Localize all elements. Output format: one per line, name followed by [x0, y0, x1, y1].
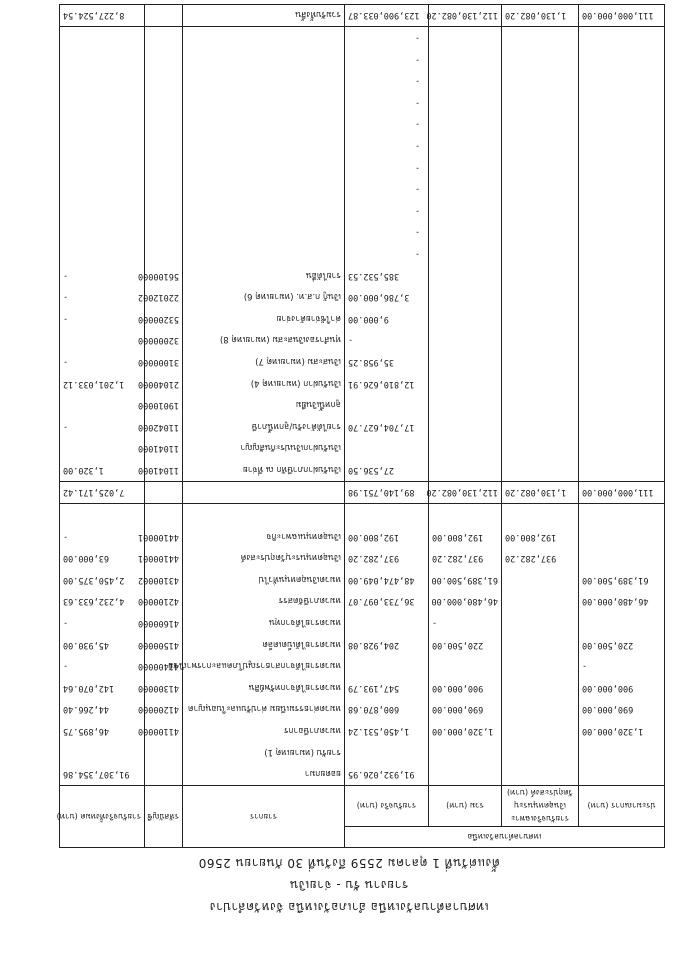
income-row	[59, 526, 664, 548]
blank-cell	[429, 459, 502, 481]
item-cell: ทุนสำรองเงินสะสม (หมายเหตุ 8)	[182, 330, 344, 352]
actual-cell: 27,536.50	[344, 459, 428, 481]
blank-cell	[429, 200, 502, 222]
blank-cell	[429, 265, 502, 287]
filler-row	[59, 178, 664, 200]
other-receipt-row	[59, 330, 664, 352]
estimate-cell: 1,320,000.00	[579, 720, 665, 742]
specific-income-cell: 192,800.00	[502, 526, 579, 548]
blank-cell	[502, 114, 579, 136]
blank-cell	[182, 481, 344, 504]
account-code-cell: 43100002	[144, 569, 182, 591]
filler-row	[59, 135, 664, 157]
blank-row	[59, 504, 664, 526]
account-code-cell: 32000000	[144, 330, 182, 352]
grand-total-cumulative: 8,227,524.54	[59, 4, 144, 27]
blank-cell	[502, 243, 579, 265]
blank-cell	[579, 49, 665, 71]
item-cell: เงินรับฝาก (หมายเหตุ 4)	[182, 373, 344, 395]
blank-cell	[59, 27, 144, 49]
opening-row	[59, 763, 664, 785]
filler-row	[59, 49, 664, 71]
actual-cell: 3,786,000.00	[344, 286, 428, 308]
other-receipt-row	[59, 351, 664, 373]
blank-cell	[182, 92, 344, 114]
income-row	[59, 634, 664, 656]
estimate-cell: -	[579, 655, 665, 677]
document-subtitle: รายงาน รับ - จ่ายเงิน	[289, 878, 409, 892]
account-code-cell: 56100000	[144, 265, 182, 287]
blank-cell	[144, 114, 182, 136]
blank-cell	[579, 135, 665, 157]
blank-cell	[182, 114, 344, 136]
dash-cell: -	[344, 70, 428, 92]
cumulative-cell: -	[59, 612, 144, 634]
blank-cell	[579, 178, 665, 200]
actual-cell: 17,704,627.70	[344, 416, 428, 438]
cumulative-cell: -	[59, 416, 144, 438]
account-code-cell: 11041000	[144, 438, 182, 460]
cumulative-cell: 63,000.00	[59, 547, 144, 569]
document-period: ตั้งแต่วันที่ 1 ตุลาคม 2559 ถึงวันที่ 30 กันยายน 2560	[198, 856, 500, 870]
cumulative-cell: -	[59, 526, 144, 548]
account-code-cell: 41300000	[144, 677, 182, 699]
filler-row	[59, 92, 664, 114]
total-cell: 690,000.00	[429, 699, 502, 721]
estimate-cell: 690,000.00	[579, 699, 665, 721]
specific-income-cell	[502, 699, 579, 721]
blank-cell	[429, 27, 502, 49]
blank-cell	[59, 135, 144, 157]
blank-cell	[502, 394, 579, 416]
other-receipt-row	[59, 394, 664, 416]
actual-cell: 1,450,531.24	[344, 720, 428, 742]
dash-cell: -	[344, 200, 428, 222]
blank-cell	[182, 178, 344, 200]
dash-cell: -	[344, 135, 428, 157]
blank-cell	[579, 504, 665, 526]
total-cell: 46,480,000.00	[429, 591, 502, 613]
grand-total-row	[59, 4, 664, 27]
specific-income-column-header: รายรับจริงเฉพาะ เงินอุดหนุนระบุวัตถุประสงค์ (บาท)	[502, 786, 579, 827]
blank-cell	[502, 373, 579, 395]
blank-cell	[429, 243, 502, 265]
item-cell: หมวดรายได้เบ็ดเตล็ด	[182, 634, 344, 656]
blank-cell	[429, 92, 502, 114]
dash-cell: -	[344, 92, 428, 114]
income-row	[59, 655, 664, 677]
blank-cell	[502, 438, 579, 460]
income-row	[59, 569, 664, 591]
estimate-column-header: ประมาณการ (บาท)	[579, 786, 665, 827]
cumulative-cell: 46,895.75	[59, 720, 144, 742]
filler-row	[59, 114, 664, 136]
item-cell: เงินอุดหนุนระบุวัตถุประสงค์	[182, 547, 344, 569]
blank-cell	[182, 135, 344, 157]
estimate-cell	[579, 526, 665, 548]
blank-cell	[59, 222, 144, 244]
blank-cell	[144, 243, 182, 265]
blank-cell	[182, 200, 344, 222]
blank-cell	[59, 70, 144, 92]
blank-cell	[144, 135, 182, 157]
account-code-cell: 31000000	[144, 351, 182, 373]
blank-cell	[59, 243, 144, 265]
income-ledger-table	[56, 4, 665, 848]
cumulative-cell: 4,232,633.63	[59, 591, 144, 613]
blank-cell	[429, 330, 502, 352]
total-cell: 937,282.20	[429, 547, 502, 569]
dash-cell: -	[344, 157, 428, 179]
cumulative-cell: 2,450,375.00	[59, 569, 144, 591]
blank-cell	[429, 373, 502, 395]
opening-label: ยอดยกมา	[182, 763, 344, 785]
item-cell: หมวดค่าธรรมเนียม ค่าปรับและใบอนุญาต	[182, 699, 344, 721]
item-cell: รายได้ค้างรับ/ลูกหนี้ภาษี	[182, 416, 344, 438]
actual-cell: 48,474,049.00	[344, 569, 428, 591]
account-code-cell: 41600000	[144, 612, 182, 634]
blank-cell	[182, 27, 344, 49]
item-cell: หมวดรายได้จากทรัพย์สิน	[182, 677, 344, 699]
specific-income-cell: 937,282.20	[502, 547, 579, 569]
item-cell: หมวดภาษีอากร	[182, 720, 344, 742]
blank-cell	[182, 70, 344, 92]
cumulative-cell: -	[59, 351, 144, 373]
cumulative-cell	[59, 330, 144, 352]
blank-cell	[502, 504, 579, 526]
cumulative-cell: -	[59, 265, 144, 287]
actual-cell: 547,193.79	[344, 677, 428, 699]
account-code-cell: 44100001	[144, 547, 182, 569]
item-cell: รายได้อื่น	[182, 265, 344, 287]
item-cell: หมวดภาษีจัดสรร	[182, 591, 344, 613]
blank-cell	[579, 243, 665, 265]
blank-cell	[502, 27, 579, 49]
item-cell: เงินรับฝากเงินประกันสัญญา	[182, 438, 344, 460]
cumulative-cell: 1,201,033.12	[59, 373, 144, 395]
total-cell: 192,800.00	[429, 526, 502, 548]
blank-cell	[144, 49, 182, 71]
account-code-cell: 11041000	[144, 459, 182, 481]
item-cell: เงินรับฝากภาษีหัก ณ ที่จ่าย	[182, 459, 344, 481]
grand-total-estimate: 111,000,000.00	[579, 4, 665, 27]
blank-cell	[579, 92, 665, 114]
item-cell: เงินสะสม (หมายเหตุ 7)	[182, 351, 344, 373]
blank-cell	[579, 286, 665, 308]
blank-cell	[579, 265, 665, 287]
actual-cell: 937,282.20	[344, 547, 428, 569]
account-code-cell: 41200000	[144, 699, 182, 721]
opening-cumulative: 91,307,354.86	[59, 763, 144, 785]
document-title: เทศบาลตำบลวังเหนือ อำเภอวังเหนือ จังหวัดลำปาง	[209, 900, 489, 914]
income-total-estimate: 111,000,000.00	[579, 481, 665, 504]
specific-income-cell	[502, 720, 579, 742]
grand-total-label: รวมรับทั้งสิ้น	[182, 4, 344, 27]
income-row	[59, 720, 664, 742]
account-code-cell: 11042000	[144, 416, 182, 438]
blank-cell	[502, 330, 579, 352]
filler-row	[59, 243, 664, 265]
income-row	[59, 591, 664, 613]
total-cell: 61,389,500.00	[429, 569, 502, 591]
income-row	[59, 677, 664, 699]
blank-cell	[502, 49, 579, 71]
actual-cell: 12,810,626.91	[344, 373, 428, 395]
cumulative-cell: -	[59, 286, 144, 308]
blank-cell	[429, 114, 502, 136]
blank-cell	[502, 416, 579, 438]
blank-cell	[502, 459, 579, 481]
specific-income-cell	[502, 591, 579, 613]
blank-cell	[579, 70, 665, 92]
blank-cell	[502, 286, 579, 308]
blank-cell	[579, 157, 665, 179]
blank-cell	[182, 49, 344, 71]
actual-cell: 35,958.25	[344, 351, 428, 373]
blank-cell	[144, 200, 182, 222]
specific-income-cell	[502, 655, 579, 677]
income-total-total: 112,130,082.20	[429, 481, 502, 504]
account-code-cell: 19010000	[144, 394, 182, 416]
total-cell	[429, 655, 502, 677]
blank-cell	[144, 4, 182, 27]
blank-cell	[502, 200, 579, 222]
estimate-cell: 61,389,500.00	[579, 569, 665, 591]
total-column-header: รวม (บาท)	[429, 786, 502, 827]
total-cell: -	[429, 612, 502, 634]
blank-cell	[182, 157, 344, 179]
code-column-header: รหัสบัญชี	[144, 786, 182, 848]
estimate-cell: 900,000.00	[579, 677, 665, 699]
item-cell: หมวดรายได้จากทุน	[182, 612, 344, 634]
blank-cell	[144, 70, 182, 92]
blank-cell	[579, 308, 665, 330]
actual-cell: 36,733,097.07	[344, 591, 428, 613]
cumulative-cell: 44,266.40	[59, 699, 144, 721]
blank-cell	[579, 351, 665, 373]
item-column-header: รายการ	[182, 786, 344, 848]
cumulative-cell	[59, 394, 144, 416]
blank-cell	[182, 243, 344, 265]
blank-cell	[59, 178, 144, 200]
total-cell: 220,500.00	[429, 634, 502, 656]
account-code-cell: 41100000	[144, 720, 182, 742]
account-code-cell: 44100001	[144, 526, 182, 548]
blank-cell	[144, 92, 182, 114]
item-cell: เงินกู้ ก.ส.ท. (หมายเหตุ 6)	[182, 286, 344, 308]
blank-cell	[579, 114, 665, 136]
blank-cell	[502, 265, 579, 287]
blank-cell	[579, 394, 665, 416]
blank-cell	[579, 373, 665, 395]
other-receipt-row	[59, 308, 664, 330]
blank-cell	[144, 27, 182, 49]
blank-cell	[429, 70, 502, 92]
blank-cell	[579, 416, 665, 438]
specific-income-cell	[502, 634, 579, 656]
blank-cell	[502, 351, 579, 373]
blank-cell	[144, 222, 182, 244]
dash-cell: -	[344, 114, 428, 136]
actual-cell: 385,532.53	[344, 265, 428, 287]
blank-cell	[144, 481, 182, 504]
blank-cell	[182, 504, 344, 526]
item-cell: หมวดรายได้จากสาธารณูปโภคและการพาณิชย์	[182, 655, 344, 677]
blank-cell	[59, 92, 144, 114]
group-header: เทศบาลตำบลวังเหนือ	[344, 827, 664, 848]
actual-cell	[344, 612, 428, 634]
blank-cell	[429, 135, 502, 157]
blank-cell	[144, 157, 182, 179]
blank-cell	[344, 504, 428, 526]
specific-income-cell	[502, 612, 579, 634]
actual-cell: 600,870.68	[344, 699, 428, 721]
other-receipt-row	[59, 286, 664, 308]
blank-cell	[502, 178, 579, 200]
account-code-cell: 41400000	[144, 655, 182, 677]
blank-cell	[579, 330, 665, 352]
other-receipt-row	[59, 373, 664, 395]
blank-cell	[579, 438, 665, 460]
account-code-cell: 53200000	[144, 308, 182, 330]
item-cell: หมวดเงินอุดหนุนทั่วไป	[182, 569, 344, 591]
blank-cell	[579, 27, 665, 49]
blank-cell	[59, 200, 144, 222]
income-row	[59, 547, 664, 569]
blank-cell	[502, 157, 579, 179]
filler-row	[59, 157, 664, 179]
income-section-label: รายรับ (หมายเหตุ 1)	[182, 742, 344, 764]
estimate-cell: 220,500.00	[579, 634, 665, 656]
blank-cell	[579, 200, 665, 222]
cumulative-column-header: รายรับจริงทั้งหมด (บาท)	[59, 786, 144, 848]
blank-cell	[502, 70, 579, 92]
income-section-row	[59, 742, 664, 764]
grand-total-total: 112,130,082.20	[429, 4, 502, 27]
estimate-cell: 46,480,000.00	[579, 591, 665, 613]
total-cell: 900,000.00	[429, 677, 502, 699]
blank-cell	[502, 92, 579, 114]
actual-cell	[344, 438, 428, 460]
account-code-cell: 22012002	[144, 286, 182, 308]
dash-cell: -	[344, 243, 428, 265]
actual-cell: 204,928.08	[344, 634, 428, 656]
blank-cell	[59, 504, 144, 526]
blank-cell	[429, 394, 502, 416]
actual-cell	[344, 394, 428, 416]
cumulative-cell: 45,930.00	[59, 634, 144, 656]
blank-cell	[579, 222, 665, 244]
item-cell: เงินอุดหนุนเฉพาะกิจ	[182, 526, 344, 548]
blank-cell	[144, 504, 182, 526]
specific-income-cell	[502, 677, 579, 699]
other-receipt-row	[59, 265, 664, 287]
dash-cell: -	[344, 27, 428, 49]
account-code-cell: 21040000	[144, 373, 182, 395]
grand-total-specific: 1,130,082.20	[502, 4, 579, 27]
blank-cell	[429, 308, 502, 330]
actual-cell: 192,800.00	[344, 526, 428, 548]
income-total-row	[59, 481, 664, 504]
other-receipt-row	[59, 438, 664, 460]
actual-cell	[344, 655, 428, 677]
specific-income-cell	[502, 569, 579, 591]
filler-row	[59, 27, 664, 49]
cumulative-cell: -	[59, 308, 144, 330]
blank-cell	[502, 135, 579, 157]
blank-cell	[429, 286, 502, 308]
item-cell: ค่าใช้จ่ายค้างจ่าย	[182, 308, 344, 330]
income-total-cumulative: 7,025,171.42	[59, 481, 144, 504]
filler-row	[59, 222, 664, 244]
ledger-body	[59, 4, 664, 785]
income-row	[59, 612, 664, 634]
estimate-cell	[579, 547, 665, 569]
blank-cell	[429, 222, 502, 244]
blank-cell	[429, 178, 502, 200]
dash-cell: -	[344, 222, 428, 244]
blank-cell	[144, 178, 182, 200]
income-total-actual: 89,140,751.98	[344, 481, 428, 504]
blank-cell	[59, 157, 144, 179]
item-cell: ลูกหนี้เงินยืม	[182, 394, 344, 416]
blank-cell	[182, 222, 344, 244]
actual-cell: -	[344, 330, 428, 352]
account-code-cell: 41500000	[144, 634, 182, 656]
filler-row	[59, 200, 664, 222]
opening-actual: 91,932,026.95	[344, 763, 428, 785]
cumulative-cell: 142,070.64	[59, 677, 144, 699]
account-code-cell: 42100000	[144, 591, 182, 613]
total-cell: 1,320,000.00	[429, 720, 502, 742]
blank-cell	[429, 157, 502, 179]
grand-total-actual: 123,900,033.87	[344, 4, 428, 27]
cumulative-cell	[59, 438, 144, 460]
filler-row	[59, 70, 664, 92]
other-receipt-row	[59, 459, 664, 481]
blank-cell	[429, 49, 502, 71]
cumulative-cell: -	[59, 655, 144, 677]
blank-cell	[59, 114, 144, 136]
blank-cell	[59, 49, 144, 71]
income-total-specific: 1,130,082.20	[502, 481, 579, 504]
other-receipt-row	[59, 416, 664, 438]
income-row	[59, 699, 664, 721]
estimate-cell	[579, 612, 665, 634]
blank-cell	[429, 351, 502, 373]
actual-column-header: รายรับจริง (บาท)	[344, 786, 428, 827]
blank-cell	[429, 438, 502, 460]
blank-cell	[579, 459, 665, 481]
cumulative-cell: 1,320.00	[59, 459, 144, 481]
dash-cell: -	[344, 49, 428, 71]
blank-cell	[502, 222, 579, 244]
blank-cell	[502, 308, 579, 330]
dash-cell: -	[344, 178, 428, 200]
actual-cell: 9,000.00	[344, 308, 428, 330]
blank-cell	[429, 504, 502, 526]
blank-cell	[429, 416, 502, 438]
